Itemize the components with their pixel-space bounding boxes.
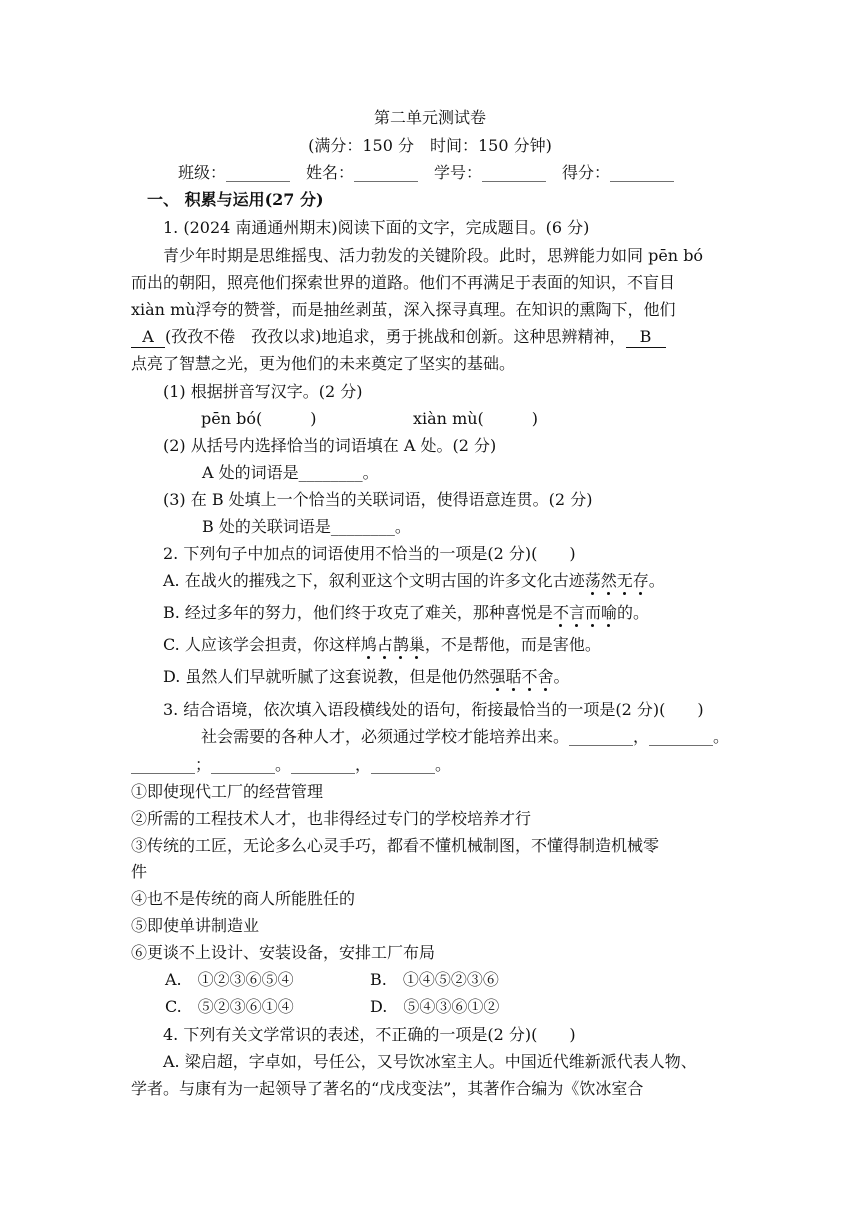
dotted-word: [361, 635, 425, 654]
question-4-stem: 4. 下列有关文学常识的表述，不正确的一项是(2 分)( ): [163, 1025, 576, 1044]
emphasis-char: 舍: [537, 667, 554, 686]
option-6: ⑥更谈不上设计、安装设备，安排工厂布局: [131, 943, 436, 962]
emphasis-char: 不: [521, 667, 538, 686]
choice-b: [163, 603, 649, 623]
answer-choice-b: B. ①④⑤②③⑥: [370, 970, 499, 989]
question-2-stem: 2. 下列句子中加点的词语使用不恰当的一项是(2 分)( ): [163, 544, 576, 563]
choice-a-line-1: A. 梁启超，字卓如，号任公，又号饮冰室主人。中国近代维新派代表人物、: [163, 1052, 697, 1071]
passage-line: 社会需要的各种人才，必须通过学校才能培养出来。________，________。: [201, 727, 730, 746]
choice-text: B. 经过多年的努力，他们终于攻克了难关，那种喜悦是: [163, 603, 553, 622]
answer-line: A 处的词语是________。: [202, 463, 379, 482]
emphasis-char: 不: [552, 603, 569, 622]
dotted-word: [553, 603, 617, 622]
emphasis-char: 然: [600, 571, 617, 590]
passage-line: [131, 327, 666, 348]
emphasis-char: 荡: [584, 571, 601, 590]
dotted-word: [489, 667, 553, 686]
emphasis-char: 鹊: [392, 635, 409, 654]
sub-question: (2) 从括号内选择恰当的词语填在 A 处。(2 分): [163, 436, 497, 455]
answer-line: B 处的关联词语是________。: [202, 517, 411, 536]
passage-text: (孜孜不倦 孜孜以求)地追求，勇于挑战和创新。这种思辨精神，: [165, 327, 626, 346]
emphasis-char: 聒: [505, 667, 522, 686]
page-subtitle: (满分：150 分 时间：150 分钟): [308, 136, 552, 155]
choice-text: 的。: [617, 603, 650, 622]
choice-text: 。: [648, 571, 665, 590]
emphasis-char: 占: [376, 635, 393, 654]
option-4: ④也不是传统的商人所能胜任的: [131, 889, 356, 908]
option-2: ②所需的工程技术人才，也非得经过专门的学校培养才行: [131, 809, 532, 828]
choice-text: D. 虽然人们早就听腻了这套说教，但是他仍然: [163, 667, 490, 686]
blank-a: A: [131, 327, 165, 348]
emphasis-char: 而: [584, 603, 601, 622]
emphasis-char: 喻: [600, 603, 617, 622]
emphasis-char: 无: [616, 571, 633, 590]
choice-text: A. 在战火的摧残之下，叙利亚这个文明古国的许多文化古迹: [163, 571, 585, 590]
option-5: ⑤即使单讲制造业: [131, 916, 260, 935]
choice-a: [163, 571, 665, 591]
dotted-word: [585, 571, 649, 590]
option-1: ①即使现代工厂的经营管理: [131, 782, 324, 801]
sub-question: (1) 根据拼音写汉字。(2 分): [163, 382, 363, 401]
option-3: ③传统的工匠，无论多么心灵手巧，都看不懂机械制图，不懂得制造机械零: [131, 836, 660, 855]
answer-choice-d: D. ⑤④③⑥①②: [370, 997, 500, 1016]
question-1-stem: 1. (2024 南通通州期末)阅读下面的文字，完成题目。(6 分): [163, 218, 590, 237]
choice-text: ，不是帮他，而是害他。: [424, 635, 601, 654]
page-title: 第二单元测试卷: [373, 108, 486, 127]
emphasis-char: 强: [489, 667, 506, 686]
blank-b: B: [626, 327, 666, 348]
emphasis-char: 存: [632, 571, 649, 590]
answer-blank: pēn bó( ): [201, 409, 317, 428]
section-title: 一、 积累与运用(27 分): [147, 190, 324, 209]
passage-line: xiàn mù浮夸的赞誉，而是抽丝剥茧，深入探寻真理。在知识的熏陶下，他们: [131, 300, 676, 319]
student-info-line: 班级：________ 姓名：________ 学号：________ 得分：________: [178, 163, 675, 182]
emphasis-char: 言: [568, 603, 585, 622]
emphasis-char: 鸠: [360, 635, 377, 654]
answer-blank: xiàn mù( ): [413, 409, 539, 428]
choice-c: [163, 635, 601, 655]
question-3-stem: 3. 结合语境，依次填入语段横线处的语句，衔接最恰当的一项是(2 分)( ): [163, 700, 704, 719]
answer-choice-c: C. ⑤②③⑥①④: [165, 997, 294, 1016]
emphasis-char: 巢: [408, 635, 425, 654]
passage-line: ________；________。________，________。: [131, 755, 452, 774]
passage-line: 青少年时期是思维摇曳、活力勃发的关键阶段。此时，思辨能力如同 pēn bó: [163, 246, 704, 265]
option-3-cont: 件: [131, 862, 148, 881]
answer-choice-a: A. ①②③⑥⑤④: [165, 970, 294, 989]
choice-d: [163, 667, 570, 687]
choice-text: 。: [553, 667, 570, 686]
passage-line: 点亮了智慧之光，更为他们的未来奠定了坚实的基础。: [131, 354, 516, 373]
choice-a-line-2: 学者。与康有为一起领导了著名的“戊戌变法”，其著作合编为《饮冰室合: [131, 1079, 644, 1098]
sub-question: (3) 在 B 处填上一个恰当的关联词语，使得语意连贯。(2 分): [163, 490, 593, 509]
choice-text: C. 人应该学会担责，你这样: [163, 635, 361, 654]
passage-line: 而出的朝阳，照亮他们探索世界的道路。他们不再满足于表面的知识，不盲目: [131, 273, 676, 292]
